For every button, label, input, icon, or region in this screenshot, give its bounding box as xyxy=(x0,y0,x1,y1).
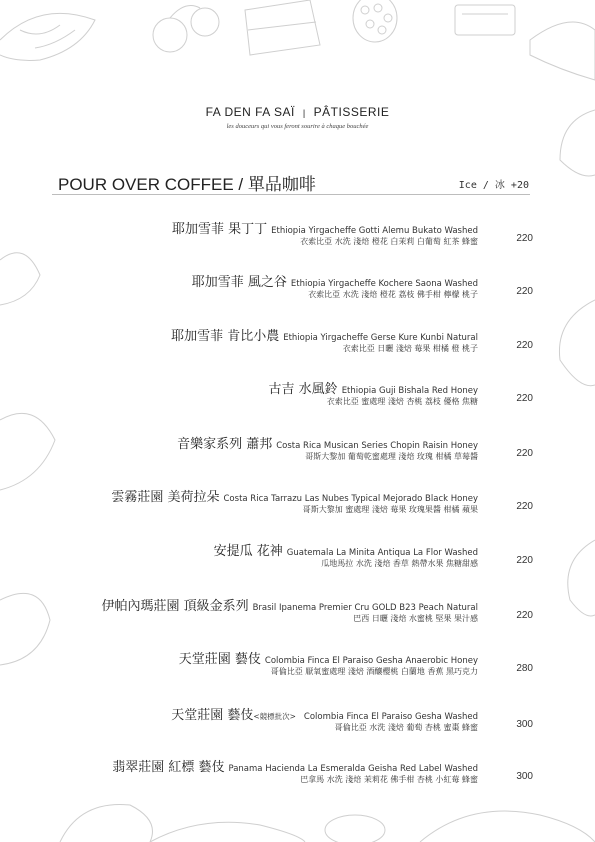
item-description: 巴拿馬 水洗 淺焙 茉莉花 佛手柑 杏桃 小紅莓 蜂蜜 xyxy=(300,775,478,784)
item-name-zh: 伊帕內瑪莊園 頂級金系列 xyxy=(101,599,249,614)
item-price: 300 xyxy=(516,771,533,782)
cupcake-sketch-icon xyxy=(60,804,153,842)
swirl-sketch-icon xyxy=(560,110,595,176)
cake-slice-sketch-icon xyxy=(245,0,320,55)
item-price: 220 xyxy=(516,501,533,512)
menu-item xyxy=(0,704,595,744)
item-name-zh: 天堂莊園 藝伎 xyxy=(171,708,254,723)
ice-surcharge-note: Ice / 冰 +20 xyxy=(458,180,529,191)
item-name-zh: 古吉 水風鈴 xyxy=(268,382,338,397)
item-description: 哥倫比亞 水洗 淺焙 葡萄 杏桃 蜜棗 蜂蜜 xyxy=(334,723,478,732)
item-name-en: Brasil Ipanema Premier Cru GOLD B23 Peach Natural xyxy=(252,603,478,613)
menu-item xyxy=(0,756,595,796)
brand-subname: PÂTISSERIE xyxy=(313,105,390,119)
item-name-zh: 耶加雪菲 肯比小農 xyxy=(171,329,280,344)
item-description: 哥斯大黎加 葡萄乾蜜處理 淺焙 玫瑰 柑橘 草莓醬 xyxy=(305,452,478,461)
cake-stand-sketch-icon xyxy=(455,5,515,35)
item-name-en: Colombia Finca El Paraiso Gesha Anaerobic Honey xyxy=(264,656,478,666)
brand-logo xyxy=(0,105,595,119)
brand-separator: | xyxy=(302,108,306,118)
item-name-zh: 安提瓜 花神 xyxy=(213,544,283,559)
item-name-zh: 耶加雪菲 風之谷 xyxy=(191,275,287,290)
menu-item xyxy=(0,486,595,526)
brand-tagline: les douceurs qui vous feront sourire à chaque bouchée xyxy=(226,123,369,130)
item-name-en: Guatemala La Minita Antiqua La Flor Washed xyxy=(286,548,478,558)
item-description: 巴西 日曬 淺焙 水蜜桃 堅果 果汁感 xyxy=(353,614,478,623)
cherries-sketch-icon xyxy=(153,6,219,52)
brand-name: FA DEN FA SAÏ xyxy=(205,105,295,119)
item-description: 衣索比亞 水洗 淺焙 橙花 荔枝 佛手柑 檸檬 桃子 xyxy=(308,290,478,299)
item-name-en: Ethiopia Guji Bishala Red Honey xyxy=(341,386,478,396)
item-price: 220 xyxy=(516,393,533,404)
item-name-zh: 翡翠莊園 紅標 藝伎 xyxy=(112,760,225,775)
item-name-zh: 天堂莊園 藝伎 xyxy=(178,652,261,667)
menu-item xyxy=(0,378,595,418)
raspberry-sketch-icon xyxy=(353,0,397,42)
item-name-en: Ethiopia Yirgacheffe Gotti Alemu Bukato Washed xyxy=(271,226,478,236)
menu-item xyxy=(0,271,595,311)
item-name-en: Panama Hacienda La Esmeralda Geisha Red Label Washed xyxy=(228,764,478,774)
item-price: 220 xyxy=(516,448,533,459)
cake-tray-sketch-icon xyxy=(420,811,595,842)
item-description: 衣索比亞 蜜處理 淺焙 杏桃 荔枝 優格 焦糖 xyxy=(326,397,478,406)
menu-item xyxy=(0,218,595,258)
cake-sketch-icon xyxy=(325,815,385,842)
item-description: 衣索比亞 水洗 淺焙 橙花 白茉莉 白葡萄 紅茶 蜂蜜 xyxy=(300,237,478,246)
item-name-en: Ethiopia Yirgacheffe Kochere Saona Washed xyxy=(290,279,478,289)
pastry-sketch-icon xyxy=(530,22,595,80)
item-price: 220 xyxy=(516,340,533,351)
menu-item xyxy=(0,433,595,473)
item-description: 瓜地馬拉 水洗 淺焙 香草 熱帶水果 焦糖甜感 xyxy=(321,559,478,568)
item-price: 220 xyxy=(516,555,533,566)
item-price: 300 xyxy=(516,719,533,730)
item-name-zh: 音樂家系列 蕭邦 xyxy=(177,437,273,452)
item-price: 220 xyxy=(516,233,533,244)
item-name-en: Colombia Finca El Paraiso Gesha Washed xyxy=(303,712,478,722)
menu-item xyxy=(0,648,595,688)
menu-item xyxy=(0,325,595,365)
item-description: 哥倫比亞 厭氧蜜處理 淺焙 酒釀櫻桃 白蘭地 香蕉 黑巧克力 xyxy=(270,667,478,676)
croissant-sketch-icon xyxy=(0,13,95,60)
item-name-zh: 耶加雪菲 果丁丁 xyxy=(172,222,268,237)
item-name-zh: 雲霧莊園 美荷拉朵 xyxy=(111,490,220,505)
item-description: 哥斯大黎加 蜜處理 淺焙 莓果 玫瑰果醬 柑橘 蘋果 xyxy=(302,505,478,514)
item-note: <競標批次> xyxy=(253,712,296,721)
item-name-en: Costa Rica Musican Series Chopin Raisin Honey xyxy=(276,441,478,451)
item-name-en: Costa Rica Tarrazu Las Nubes Typical Mejorado Black Honey xyxy=(223,494,478,504)
item-name-en: Ethiopia Yirgacheffe Gerse Kure Kunbi Natural xyxy=(283,333,478,343)
item-price: 280 xyxy=(516,663,533,674)
section-divider xyxy=(52,194,530,195)
cookie-sketch-icon xyxy=(150,822,305,842)
menu-item xyxy=(0,595,595,635)
section-title: POUR OVER COFFEE / 單品咖啡 xyxy=(58,175,316,194)
item-price: 220 xyxy=(516,610,533,621)
item-price: 220 xyxy=(516,286,533,297)
menu-item xyxy=(0,540,595,580)
item-description: 衣索比亞 日曬 淺焙 莓果 柑橘 橙 桃子 xyxy=(342,344,478,353)
